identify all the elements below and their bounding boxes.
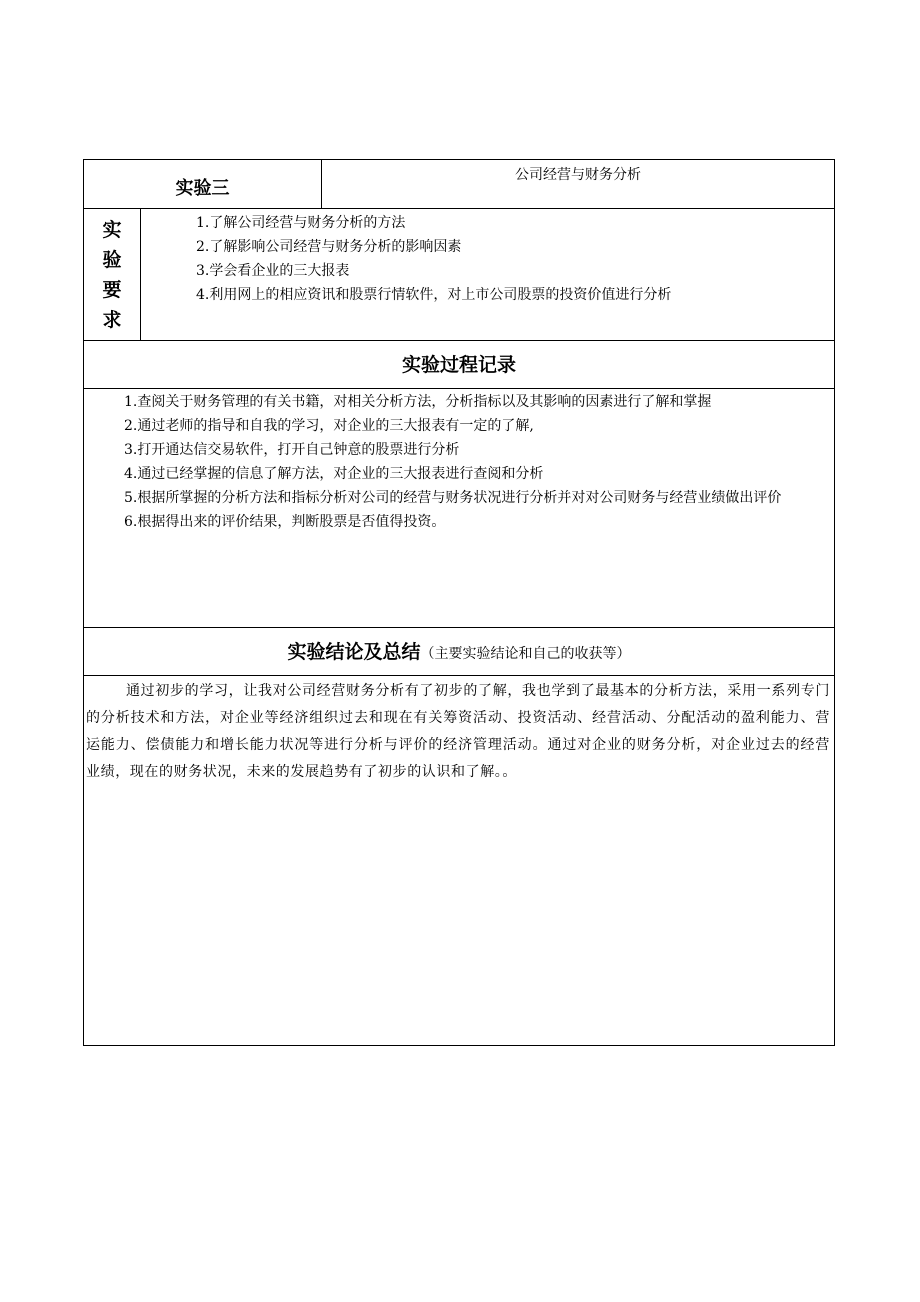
requirements-row	[84, 209, 834, 341]
conclusion-text: 通过初步的学习，让我对公司经营财务分析有了初步的了解，我也学到了最基本的分析方法，采用一系列专门的分析技术和方法，对企业等经济组织过去和现在有关筹资活动、投资活动、经营活动、分配活动的盈利能力、营运能力、偿债能力和增长能力状况等进行分析与评价的经济管理活动。通过对企业的财务分析，对企业过去的经营业绩，现在的财务状况，未来的发展趋势有了初步的认识和了解。。	[86, 683, 830, 780]
conclusion-heading-note: （主要实验结论和自己的收获等）	[420, 646, 631, 662]
process-item: 6.根据得出来的评价结果，判断股票是否值得投资。	[124, 514, 446, 530]
requirements-label-char: 求	[102, 308, 122, 331]
conclusion-body	[84, 676, 834, 1045]
requirements-label-char: 验	[102, 248, 122, 271]
process-item: 4.通过已经掌握的信息了解方法，对企业的三大报表进行查阅和分析	[124, 466, 544, 482]
process-item: 5.根据所掌握的分析方法和指标分析对公司的经营与财务状况进行分析并对对公司财务与经营业绩做出评价	[124, 490, 782, 506]
requirement-item: 1.了解公司经营与财务分析的方法	[196, 215, 406, 231]
requirement-item: 4.利用网上的相应资讯和股票行情软件，对上市公司股票的投资价值进行分析	[196, 287, 672, 303]
requirements-label	[84, 209, 141, 340]
experiment-label: 实验三	[84, 160, 322, 208]
experiment-name: 公司经营与财务分析	[515, 167, 641, 183]
process-heading: 实验过程记录	[84, 341, 834, 389]
requirements-label-char: 实	[102, 218, 122, 241]
requirements-label-char: 要	[102, 278, 122, 301]
process-item: 3.打开通达信交易软件，打开自己钟意的股票进行分析	[124, 442, 460, 458]
requirement-item: 3.学会看企业的三大报表	[196, 263, 350, 279]
experiment-report-table	[83, 159, 835, 1046]
header-row	[84, 160, 834, 209]
requirements-list	[141, 209, 833, 307]
process-list	[84, 389, 834, 628]
requirement-item: 2.了解影响公司经营与财务分析的影响因素	[196, 239, 462, 255]
conclusion-heading-row	[84, 628, 834, 676]
process-item: 1.查阅关于财务管理的有关书籍，对相关分析方法，分析指标以及其影响的因素进行了解和掌握	[124, 394, 712, 410]
conclusion-heading: 实验结论及总结	[287, 641, 421, 663]
process-item: 2.通过老师的指导和自我的学习，对企业的三大报表有一定的了解,	[124, 418, 534, 434]
